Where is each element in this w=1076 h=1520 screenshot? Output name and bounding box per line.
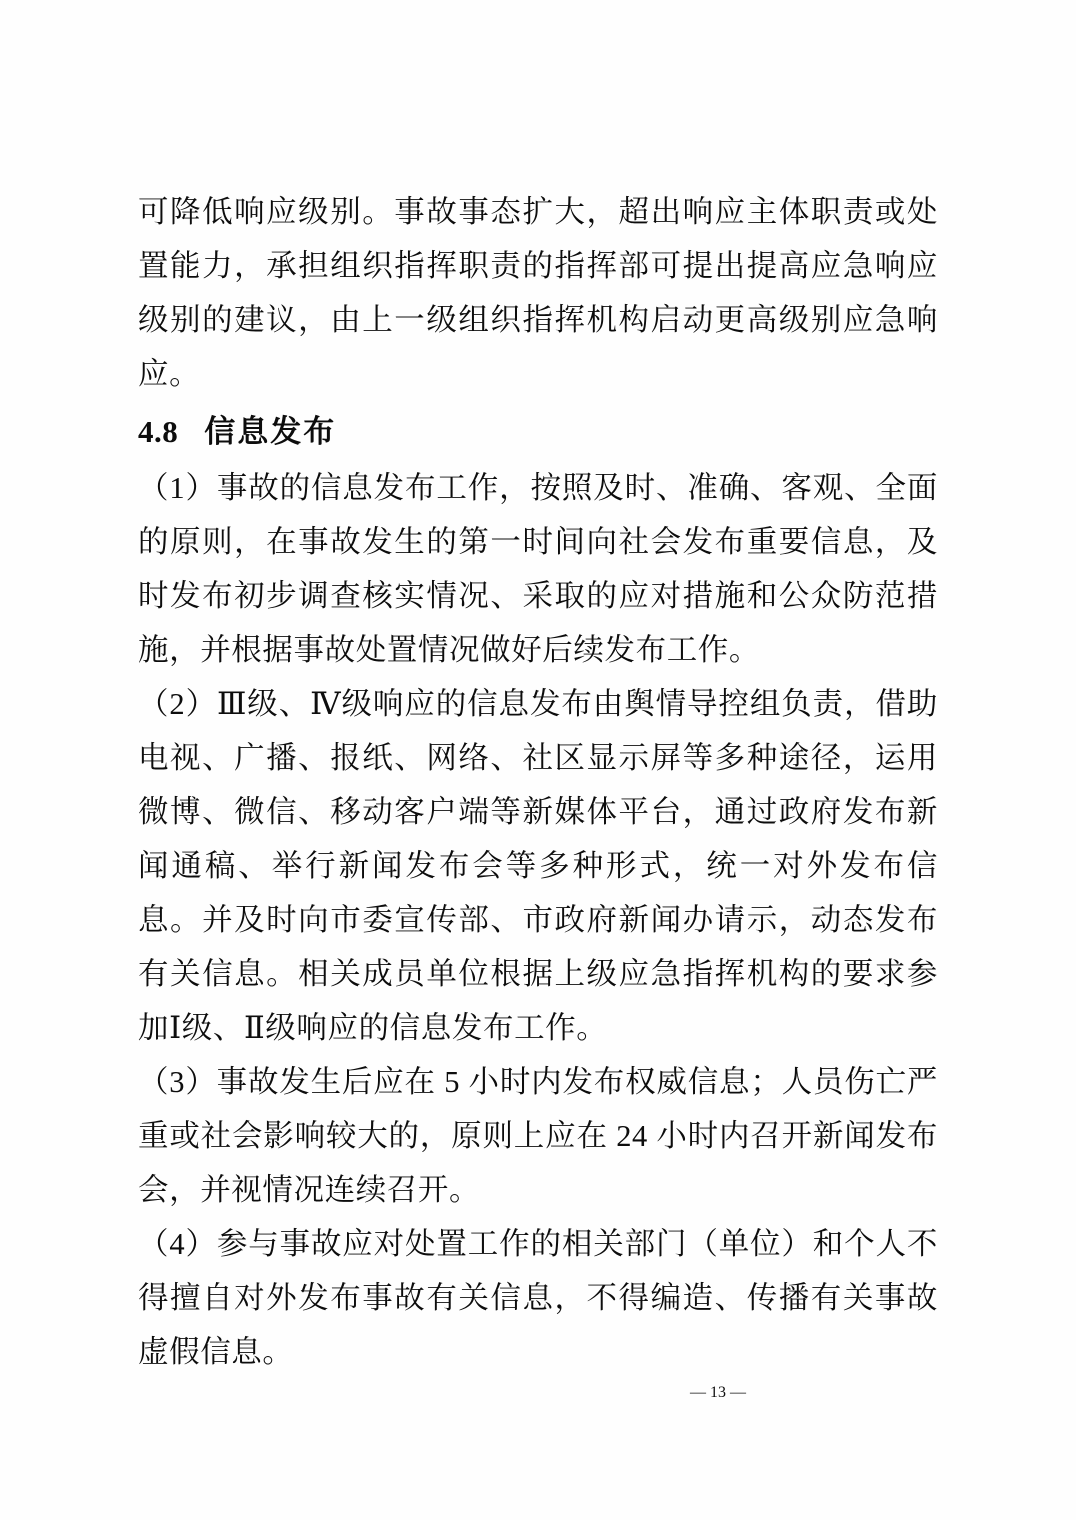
section-title: 信息发布: [204, 414, 337, 449]
section-number: 4.8: [138, 414, 179, 449]
page-content: [138, 185, 938, 1379]
list-item-4: （4）参与事故应对处置工作的相关部门（单位）和个人不得擅自对外发布事故有关信息，不得编造、传播有关事故虚假信息。: [138, 1227, 938, 1369]
list-item-3: （3）事故发生后应在 5 小时内发布权威信息；人员伤亡严重或社会影响较大的，原则上应在 24 小时内召开新闻发布会，并视情况连续召开。: [138, 1065, 938, 1207]
page-footer: [690, 1384, 940, 1402]
paragraph-continuation: 可降低响应级别。事故事态扩大，超出响应主体职责或处置能力，承担组织指挥职责的指挥部可提出提高应急响应级别的建议，由上一级组织指挥机构启动更高级别应急响应。: [138, 195, 938, 391]
list-item-2: （2）Ⅲ级、Ⅳ级响应的信息发布由舆情导控组负责，借助电视、广播、报纸、网络、社区显示屏等多种途径，运用微博、微信、移动客户端等新媒体平台，通过政府发布新闻通稿、举行新闻发布会等多种形式，统一对外发布信息。并及时向市委宣传部、市政府新闻办请示，动态发布有关信息。相关成员单位根据上级应急指挥机构的要求参加Ⅰ级、Ⅱ级响应的信息发布工作。: [138, 687, 938, 1045]
footer-dash-left: —: [690, 1384, 706, 1401]
list-item-1: （1）事故的信息发布工作，按照及时、准确、客观、全面的原则，在事故发生的第一时间向社会发布重要信息，及时发布初步调查核实情况、采取的应对措施和公众防范措施，并根据事故处置情况做好后续发布工作。: [138, 471, 938, 667]
page-number: 13: [710, 1384, 726, 1401]
footer-dash-right: —: [730, 1384, 746, 1401]
section-heading: [138, 405, 938, 459]
